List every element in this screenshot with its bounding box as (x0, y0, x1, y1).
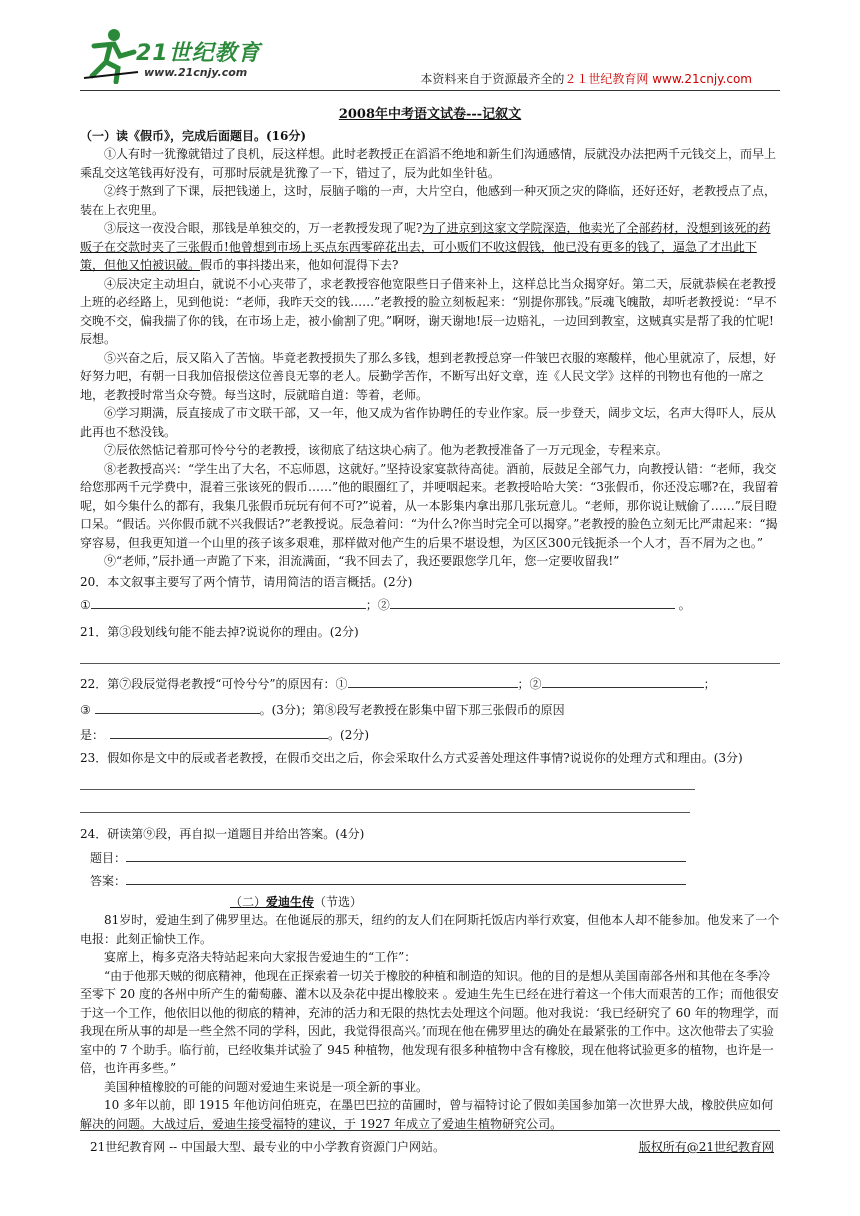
paragraph: 宴席上，梅多克洛夫特站起来向大家报告爱迪生的“工作”： (104, 950, 417, 964)
question-22: 22．第⑦段辰觉得老教授“可怜兮兮”的原因有：① ；② ； (80, 674, 780, 694)
answer-blank[interactable] (542, 674, 704, 688)
question-20: 20．本文叙事主要写了两个情节，请用简洁的语言概括。(2分) (80, 574, 413, 589)
question-24-topic: 题目： (80, 848, 780, 868)
question-24-answer: 答案： (80, 871, 780, 891)
question-22-line2: ③ 。(3分)；第⑧段写老教授在影集中留下那三张假币的原因 (80, 700, 780, 720)
answer-line[interactable] (80, 773, 695, 790)
paragraph-text: 假币的事抖搂出来，他如何混得下去? (200, 258, 399, 272)
paragraph (80, 219, 780, 275)
section1-heading: （一）读《假币》，完成后面题目。(16分) (80, 128, 307, 143)
paragraph: ①人有时一犹豫就错过了良机，辰这样想。此时老教授正在滔滔不绝地和新生们沟通感情，辰就没办法把两千元钱交上，而早上乘乱交这笔钱再好没有，可那时辰就是犹豫了一下，错过了，辰为此如坐针毡。 (80, 147, 777, 180)
section2-heading-note: （节选） (314, 894, 363, 909)
paragraph: ⑥学习期满，辰直接成了市文联干部，又一年，他又成为省作协聘任的专业作家。辰一步登天，阔步文坛，名声大得吓人，辰从此再也不愁没钱。 (80, 406, 777, 439)
answer-line[interactable] (80, 796, 690, 813)
answer-blank[interactable] (126, 848, 686, 862)
header-note-link[interactable]: ２１世纪教育网 (564, 72, 649, 86)
page-header (80, 26, 780, 92)
section2-heading (80, 893, 780, 912)
answer-blank[interactable] (126, 871, 686, 885)
footer-divider (80, 1130, 780, 1131)
question-24: 24．研读第⑨段，再自拟一道题目并给出答案。(4分) (80, 827, 365, 841)
paragraph: 10 多年以前，即 1915 年他访问伯班克，在墨巴巴拉的苗圃时，曾与福特讨论了假如美国参加第一次世界大战，橡胶供应如何解决的问题。大战过后，爱迪生接受福特的建议，于 1927 年成立了爱迪生植物研究公司。 (80, 1098, 774, 1131)
logo-url: www.21cnjy.com (144, 66, 248, 79)
question-22-line3: 是： 。(2分) (80, 725, 780, 745)
paragraph: ⑨“老师，”辰扑通一声跪了下来，泪流满面，“我不回去了，我还要跟您学几年，您一定要收留我!” (104, 554, 620, 568)
running-figure-icon (80, 26, 140, 84)
question-23: 23．假如你是文中的辰或者老教授，在假币交出之后，你会采取什么方式妥善处理这件事情?说说你的处理方式和理由。(3分) (80, 750, 743, 765)
footer-text: 21世纪教育网 -- 中国最大型、最专业的中小学教育资源门户网站。 (90, 1140, 446, 1154)
answer-blank[interactable] (390, 595, 675, 609)
answer-blank[interactable] (91, 595, 366, 609)
paragraph: ⑤兴奋之后，辰又陷入了苦恼。毕竟老教授损失了那么多钱，想到老教授总穿一件皱巴衣服的寒酸样，他心里就凉了，辰想，好好努力吧，有朝一日我加倍报偿这位善良无辜的老人。辰勤学苦作，不断写出好文章，连《人民文学》这样的刊物也有他的一席之地，老教授时常当众夸赞。每当这时，辰就暗自道：等着，老师。 (80, 350, 777, 402)
paragraph: 81岁时，爱迪生到了佛罗里达。在他诞辰的那天，纽约的友人们在阿斯托饭店内举行欢宴，但他本人却不能参加。他发来了一个电报：此刻正愉快工作。 (80, 913, 780, 946)
paragraph: ⑧老教授高兴：“学生出了大名，不忘师恩，这就好。”坚持设家宴款待高徒。酒前，辰鼓足全部气力，向教授认错：“老师，我交给您那两千元学费中，混着三张该死的假币……”他的眼圈红了，并哽咽起来。老教授哈哈大笑：“3张假币，你还没忘哪?在，我留着呢，如今集什么的都有，我集几张假币玩玩有何不可?”说着，从一本影集内拿出那几张玩意儿。“老师，那你说让贼偷了……”辰目瞪口呆。“假话。兴你假币就不兴我假话?”老教授说。辰急着问：“为什么?你当时完全可以揭穿。”老教授的脸色立刻无比严肃起来：“揭穿容易，但我更知道一个山里的孩子该多艰难，那样做对他产生的后果不堪设想，为区区300元钱扼杀一个人才，吾不屑为之也。” (80, 461, 779, 550)
paragraph: “由于他那天贼的彻底精神，他现在正探索着一切关于橡胶的种植和制造的知识。他的目的是想从美国南部各州和其他在冬季冷至零下 20 度的各州中所产生的葡萄藤、灌木以及杂花中提出橡胶来 。爱迪生先生已经在进行着这一个伟大而艰苦的工作；而他很安于这一个工作，他依旧以他的彻底的精神，充沛的活力和无限的热忱去处理这个问题。他对我说：‘我已经研究了 60 年的物理学，而我现在所从事的却是一些全然不同的学科，因此，我觉得很高兴。’而现在他在佛罗里达的确处在最紧张的工作中。这次他带去了实验室中的 7 个助手。临行前，已经收集并试验了 945 种植物，他发现有很多种植物中含有橡胶，现在他将试验更多的植物，也许是一倍，也许再多些。” (80, 968, 779, 1075)
document-body (80, 106, 780, 1133)
paragraph: 美国种植橡胶的可能的问题对爱迪生来说是一项全新的事业。 (104, 1079, 429, 1094)
answer-blank[interactable] (95, 700, 260, 714)
answer-blank[interactable] (348, 674, 518, 688)
answer-line-20: ① ；② 。 (80, 595, 780, 615)
paragraph-text: ③辰这一夜没合眼，那钱是单独交的，万一老教授发现了呢? (104, 221, 423, 235)
logo-text: 21世纪教育 (136, 41, 261, 66)
header-note (420, 70, 752, 87)
page-title: 2008年中考语文试卷---记叙文 (338, 107, 522, 122)
logo (80, 26, 290, 86)
header-divider (80, 90, 780, 91)
paragraph: ⑦辰依然惦记着那可怜兮兮的老教授，该彻底了结这块心病了。他为老教授准备了一万元现金，专程来京。 (104, 443, 669, 457)
header-note-prefix: 本资料来自于资源最齐全的 (420, 72, 565, 86)
underlined-sentence: 为了进京到这家文学院深造，他卖光了全部药材，没想到该死的药贩子在交款时夹了三张假币!他曾想到市场上买点东西零碎花出去，可小贩们不收这假钱，他已没有更多的钱了，逼急了才出此下策，但他又怕被识破。 (80, 221, 771, 272)
answer-blank[interactable] (110, 725, 328, 739)
paragraph: ④辰决定主动坦白，就说不小心夹带了，求老教授容他宽限些日子借来补上，这样总比当众揭穿好。第二天，辰就恭候在老教授上班的必经路上，见到他说：“老师，我昨天交的钱……”老教授的脸立刻板起来：“别提你那钱。”辰魂飞魄散，却听老教授说：“早不交晚不交，偏我揣了你的钱，在市场上走，被小偷割了兜。”啊呀，谢天谢地!辰一边赔礼，一边回到教室，这贼真实是帮了我的忙呢!辰想。 (80, 276, 777, 346)
question-21: 21．第③段划线句能不能去掉?说说你的理由。(2分) (80, 624, 359, 639)
paragraph: ②终于熬到了下课，辰把钱递上，这时，辰脑子嗡的一声，大片空白，他感到一种灭顶之灾的降临，还好还好，老教授点了点，装在上衣兜里。 (80, 184, 777, 217)
section2-heading-num: （二） (230, 894, 267, 909)
section2-heading-title: 爱迪生传 (266, 894, 315, 909)
footer-copyright-link[interactable]: 版权所有@21世纪教育网 (638, 1140, 774, 1154)
header-note-url[interactable]: www.21cnjy.com (652, 72, 752, 86)
answer-line[interactable] (80, 647, 780, 664)
